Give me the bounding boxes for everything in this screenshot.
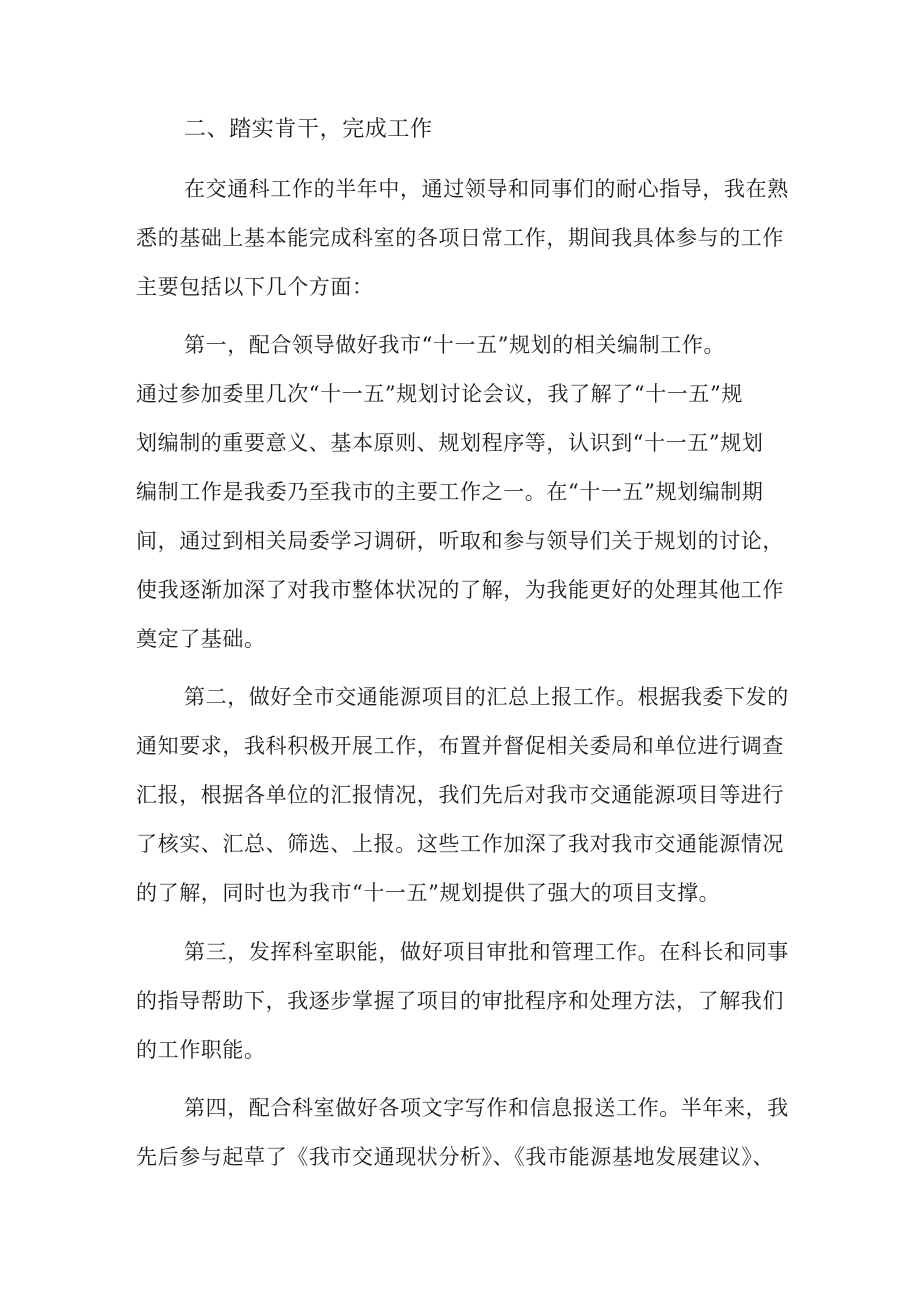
paragraph-line: 间，通过到相关局委学习调研，听取和参与领导们关于规划的讨论，: [136, 529, 784, 553]
paragraph-line: 的工作职能。: [136, 1038, 266, 1062]
paragraph-line: 先后参与起草了《我市交通现状分析》、《我市能源基地发展建议》、: [136, 1145, 775, 1169]
paragraph-line: 编制工作是我委乃至我市的主要工作之一。在“十一五”规划编制期: [136, 480, 764, 504]
paragraph-line: 第三，发挥科室职能，做好项目审批和管理工作。在科长和同事: [184, 940, 789, 964]
paragraph-line: 使我逐渐加深了对我市整体状况的了解，为我能更好的处理其他工作: [136, 578, 784, 602]
paragraph-line: 第二，做好全市交通能源项目的汇总上报工作。根据我委下发的: [184, 685, 789, 709]
paragraph-line: 划编制的重要意义、基本原则、规划程序等，认识到“十一五”规划: [136, 431, 764, 455]
paragraph-line: 的了解，同时也为我市“十一五”规划提供了强大的项目支撑。: [136, 881, 721, 905]
paragraph-line: 通知要求，我科积极开展工作，布置并督促相关委局和单位进行调查: [136, 734, 784, 758]
paragraph-line: 第一，配合领导做好我市“十一五”规划的相关编制工作。: [184, 333, 726, 357]
paragraph-line: 奠定了基础。: [136, 627, 266, 651]
paragraph-line: 通过参加委里几次“十一五”规划讨论会议，我了解了“十一五”规: [136, 382, 743, 406]
paragraph-line: 了核实、汇总、筛选、上报。这些工作加深了我对我市交通能源情况: [136, 832, 784, 856]
paragraph-line: 悉的基础上基本能完成科室的各项日常工作，期间我具体参与的工作: [136, 226, 784, 250]
paragraph-line: 主要包括以下几个方面：: [136, 275, 374, 299]
paragraph-line: 的指导帮助下，我逐步掌握了项目的审批程序和处理方法，了解我们: [136, 989, 784, 1013]
paragraph-line: 在交通科工作的半年中，通过领导和同事们的耐心指导，我在熟: [184, 177, 789, 201]
paragraph-line: 第四，配合科室做好各项文字写作和信息报送工作。半年来，我: [184, 1096, 789, 1120]
section-heading: 二、踏实肯干，完成工作: [184, 117, 433, 142]
paragraph-line: 汇报，根据各单位的汇报情况，我们先后对我市交通能源项目等进行: [136, 783, 784, 807]
